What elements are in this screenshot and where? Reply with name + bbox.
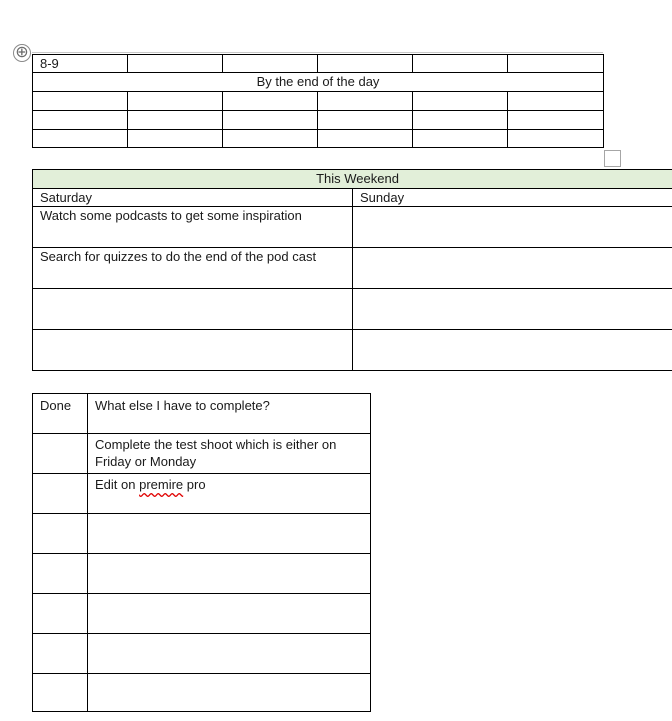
done-header-cell[interactable]: [33, 394, 88, 434]
done-cell[interactable]: [33, 554, 88, 594]
table-cell[interactable]: [508, 111, 604, 130]
weekend-title-cell[interactable]: [33, 170, 672, 189]
table-cell[interactable]: [318, 92, 413, 111]
done-cell[interactable]: [33, 634, 88, 674]
done-cell[interactable]: [33, 674, 88, 712]
table-row: [33, 674, 371, 712]
table-cell[interactable]: [413, 111, 508, 130]
sunday-header-cell[interactable]: [353, 189, 672, 207]
table-cell[interactable]: [508, 130, 604, 148]
table-cell[interactable]: [413, 130, 508, 148]
table-cell[interactable]: [413, 92, 508, 111]
tasks-table: [32, 393, 371, 712]
task-cell[interactable]: [88, 554, 371, 594]
done-cell[interactable]: [33, 514, 88, 554]
table-cell[interactable]: [318, 111, 413, 130]
table-row: [33, 554, 371, 594]
table-row: [33, 73, 604, 92]
done-header: Done: [40, 398, 72, 413]
task-text-suffix: pro: [183, 477, 206, 492]
table-cell[interactable]: [223, 130, 318, 148]
saturday-cell[interactable]: [33, 248, 353, 289]
table-resize-handle-icon[interactable]: [604, 150, 621, 167]
table-cell[interactable]: [33, 92, 128, 111]
table-row: [33, 474, 371, 514]
task-header: What else I have to complete?: [95, 398, 270, 413]
table-cell[interactable]: [223, 92, 318, 111]
time-slot-cell[interactable]: [33, 55, 128, 73]
sunday-cell[interactable]: [353, 207, 672, 248]
table-cell[interactable]: [128, 111, 223, 130]
table-cell[interactable]: [318, 55, 413, 73]
table-cell[interactable]: [318, 130, 413, 148]
task-text-prefix: Edit on: [95, 477, 140, 492]
table-row: [33, 594, 371, 634]
sunday-cell[interactable]: [353, 248, 672, 289]
table-row: [33, 170, 672, 189]
sunday-cell[interactable]: [353, 330, 672, 371]
task-cell[interactable]: [88, 514, 371, 554]
task-header-cell[interactable]: [88, 394, 371, 434]
by-end-of-day-label: By the end of the day: [256, 74, 380, 89]
table-top-border-line: [32, 52, 603, 53]
task-cell[interactable]: [88, 594, 371, 634]
table-move-handle-icon[interactable]: ⊕: [13, 44, 31, 62]
misspelled-word[interactable]: premire: [139, 477, 184, 492]
table-row: [33, 92, 604, 111]
task-cell[interactable]: [88, 634, 371, 674]
table-row: [33, 55, 604, 73]
task-cell[interactable]: [88, 434, 371, 474]
table-cell[interactable]: [413, 55, 508, 73]
sunday-cell[interactable]: [353, 289, 672, 330]
table-cell[interactable]: [33, 111, 128, 130]
table-row: [33, 330, 672, 371]
time-slot-label: 8-9: [40, 56, 59, 71]
saturday-header: Saturday: [40, 190, 93, 205]
saturday-task: Search for quizzes to do the end of the pod cast: [40, 249, 317, 264]
table-cell[interactable]: [508, 55, 604, 73]
sunday-header: Sunday: [360, 190, 405, 205]
saturday-cell[interactable]: [33, 207, 353, 248]
table-cell[interactable]: [128, 130, 223, 148]
saturday-header-cell[interactable]: [33, 189, 353, 207]
done-cell[interactable]: [33, 434, 88, 474]
table-cell[interactable]: [128, 55, 223, 73]
table-row: [33, 289, 672, 330]
table-cell[interactable]: [128, 92, 223, 111]
table-row: [33, 634, 371, 674]
table-row: [33, 394, 371, 434]
table-row: [33, 189, 672, 207]
saturday-cell[interactable]: [33, 289, 353, 330]
by-end-of-day-cell[interactable]: [33, 73, 604, 92]
done-cell[interactable]: [33, 594, 88, 634]
task-cell[interactable]: [88, 474, 371, 514]
saturday-task: Watch some podcasts to get some inspiration: [40, 208, 302, 223]
table-cell[interactable]: [33, 130, 128, 148]
done-cell[interactable]: [33, 474, 88, 514]
table-row: [33, 514, 371, 554]
task-text: Complete the test shoot which is either on Friday or Monday: [95, 437, 337, 469]
weekend-table: [32, 169, 672, 371]
weekend-title: This Weekend: [316, 171, 399, 186]
schedule-table: [32, 54, 604, 148]
task-cell[interactable]: [88, 674, 371, 712]
table-row: [33, 130, 604, 148]
table-cell[interactable]: [223, 111, 318, 130]
table-row: [33, 207, 672, 248]
saturday-cell[interactable]: [33, 330, 353, 371]
table-cell[interactable]: [508, 92, 604, 111]
table-row: [33, 111, 604, 130]
table-cell[interactable]: [223, 55, 318, 73]
table-row: [33, 248, 672, 289]
table-row: [33, 434, 371, 474]
